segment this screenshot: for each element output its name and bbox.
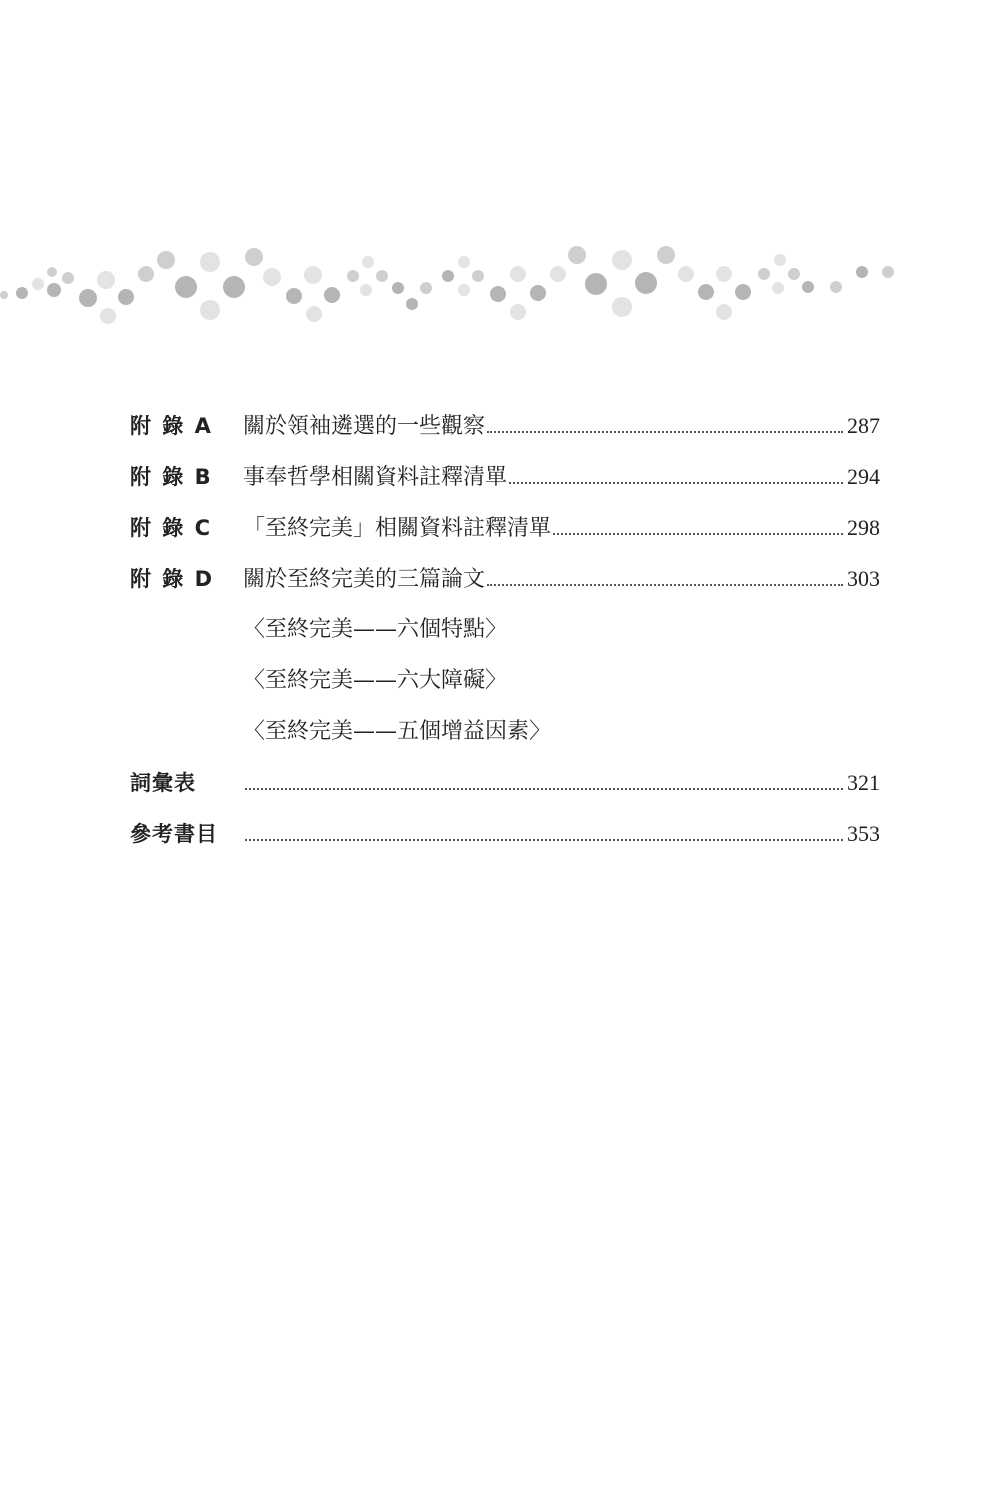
table-of-contents: [130, 400, 880, 859]
decorative-dot: [100, 308, 116, 324]
decorative-dot: [62, 272, 74, 284]
decorative-dot: [550, 266, 566, 282]
decorative-dot: [175, 276, 197, 298]
decorative-dot: [612, 297, 632, 317]
decorative-dot: [510, 266, 526, 282]
decorative-dot: [830, 281, 842, 293]
decorative-dot: [360, 284, 372, 296]
decorative-dot: [612, 250, 632, 270]
decorative-dot: [772, 282, 784, 294]
dot-leader: [487, 431, 843, 433]
decorative-dot: [856, 266, 868, 278]
toc-entry-title: 「至終完美」相關資料註釋清單: [243, 516, 552, 541]
toc-subentry[interactable]: 〈至終完美——六個特點〉: [243, 617, 508, 642]
toc-subentry[interactable]: 〈至終完美——六大障礙〉: [243, 668, 508, 693]
decorative-dot: [716, 304, 732, 320]
decorative-dot: [530, 285, 546, 301]
decorative-dot: [635, 272, 657, 294]
toc-entry-title: 關於領袖遴選的一些觀察: [243, 414, 486, 439]
decorative-dot: [392, 282, 404, 294]
toc-entry-page: 353: [847, 821, 880, 846]
decorative-dot: [97, 271, 115, 289]
decorative-dot: [716, 266, 732, 282]
toc-entry-appendix-d[interactable]: [130, 553, 880, 604]
decorative-dot: [157, 251, 175, 269]
toc-entry-page: 294: [847, 464, 880, 489]
decorative-dot: [585, 273, 607, 295]
decorative-dot: [32, 278, 44, 290]
toc-entry-label: 附 錄 D: [130, 567, 215, 591]
decorative-dot: [324, 287, 340, 303]
decorative-dot: [304, 266, 322, 284]
toc-entry-label: 附 錄 C: [130, 516, 213, 540]
toc-entry-page: 321: [847, 770, 880, 795]
decorative-dot: [0, 291, 8, 299]
decorative-dot: [286, 288, 302, 304]
decorative-dot: [698, 284, 714, 300]
decorative-dot: [118, 289, 134, 305]
toc-entry-appendix-c[interactable]: [130, 502, 880, 553]
decorative-dot: [802, 281, 814, 293]
decorative-dot: [442, 270, 454, 282]
toc-entry-glossary[interactable]: [130, 757, 880, 808]
toc-entry-label: 參考書目: [130, 822, 218, 846]
toc-entry-title: 事奉哲學相關資料註釋清單: [243, 465, 508, 490]
decorative-dot: [347, 270, 359, 282]
toc-entry-bibliography[interactable]: [130, 808, 880, 859]
decorative-dot: [200, 252, 220, 272]
decorative-dot: [490, 286, 506, 302]
decorative-dot: [47, 267, 57, 277]
decorative-dot: [16, 287, 28, 299]
decorative-dot: [758, 268, 770, 280]
toc-entry-page: 303: [847, 566, 880, 591]
dot-pattern: [0, 246, 894, 324]
decorative-dots-band: [0, 230, 1000, 340]
decorative-dot: [200, 300, 220, 320]
toc-entry-label: 附 錄 A: [130, 414, 213, 438]
toc-entry-appendix-b[interactable]: [130, 451, 880, 502]
dot-leader: [509, 482, 843, 484]
decorative-dot: [458, 256, 470, 268]
decorative-dot: [472, 270, 484, 282]
decorative-dot: [458, 284, 470, 296]
dot-leader: [245, 839, 843, 841]
decorative-dot: [362, 256, 374, 268]
dot-leader: [487, 584, 843, 586]
toc-entry-page: 298: [847, 515, 880, 540]
toc-entry-page: 287: [847, 413, 880, 438]
dot-leader: [245, 788, 843, 790]
decorative-dot: [882, 266, 894, 278]
toc-entry-label: 附 錄 B: [130, 465, 213, 489]
decorative-dot: [406, 298, 418, 310]
decorative-dot: [223, 276, 245, 298]
decorative-dot: [47, 283, 61, 297]
decorative-dot: [657, 246, 675, 264]
decorative-dot: [735, 284, 751, 300]
toc-subentry[interactable]: 〈至終完美——五個增益因素〉: [243, 719, 552, 744]
decorative-dot: [678, 266, 694, 282]
decorative-dot: [510, 304, 526, 320]
toc-entry-title: 關於至終完美的三篇論文: [243, 567, 486, 592]
decorative-dot: [138, 266, 154, 282]
decorative-dot: [306, 306, 322, 322]
decorative-dot: [79, 289, 97, 307]
decorative-dot: [263, 268, 281, 286]
toc-entry-appendix-a[interactable]: [130, 400, 880, 451]
dot-leader: [553, 533, 843, 535]
decorative-dot: [376, 270, 388, 282]
decorative-dot: [788, 268, 800, 280]
decorative-dot: [420, 282, 432, 294]
decorative-dot: [774, 254, 786, 266]
toc-entry-label: 詞彙表: [130, 771, 196, 795]
decorative-dot: [568, 246, 586, 264]
decorative-dot: [245, 248, 263, 266]
